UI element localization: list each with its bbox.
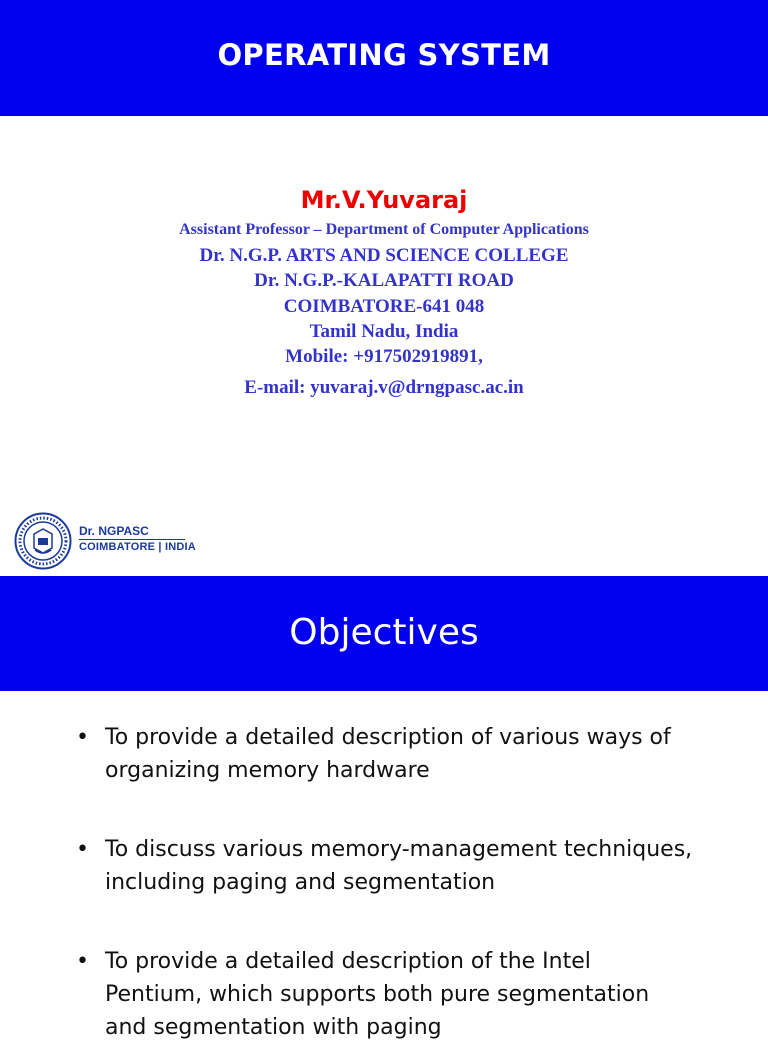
objective-line: To discuss various memory-management techniques, — [105, 837, 693, 862]
college-road: Dr. N.G.P.-KALAPATTI ROAD — [254, 270, 514, 291]
objective-line: organizing memory hardware — [105, 758, 430, 783]
logo-city: COIMBATORE | INDIA — [79, 541, 196, 553]
logo-name: Dr. NGPASC — [79, 524, 149, 538]
presenter-name: Mr.V.Yuvaraj — [300, 186, 468, 214]
bullet-icon: • — [76, 837, 89, 862]
objective-line: To provide a detailed description of various ways of — [105, 725, 671, 750]
objective-item — [76, 721, 716, 787]
slide1-title: OPERATING SYSTEM — [217, 38, 551, 72]
slide2-title: Objectives — [289, 612, 479, 653]
email-address: E-mail: yuvaraj.v@drngpasc.ac.in — [244, 377, 524, 398]
objective-line: and segmentation with paging — [105, 1015, 442, 1040]
college-name: Dr. N.G.P. ARTS AND SCIENCE COLLEGE — [199, 245, 569, 266]
logo-divider — [79, 539, 185, 540]
objective-item — [76, 833, 716, 899]
college-seal-icon — [14, 512, 72, 570]
bullet-icon: • — [76, 725, 89, 750]
objective-item — [76, 945, 716, 1044]
college-state: Tamil Nadu, India — [309, 321, 459, 342]
objective-line: To provide a detailed description of the Intel — [105, 949, 591, 974]
bullet-icon: • — [76, 949, 89, 974]
slide2-title-banner — [0, 576, 768, 691]
college-city: COIMBATORE-641 048 — [283, 296, 485, 317]
objective-line: Pentium, which supports both pure segmentation — [105, 982, 650, 1007]
objective-line: including paging and segmentation — [105, 870, 496, 895]
mobile-number: Mobile: +917502919891, — [285, 346, 483, 367]
slide1-title-banner — [0, 0, 768, 116]
designation: Assistant Professor – Department of Computer Applications — [179, 221, 589, 238]
